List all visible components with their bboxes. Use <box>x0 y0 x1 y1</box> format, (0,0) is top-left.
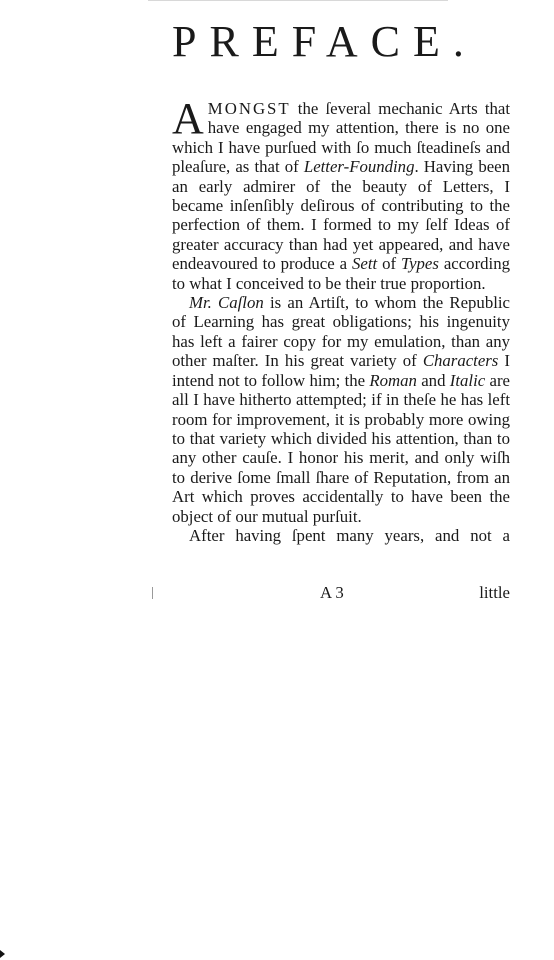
page-title: PREFACE. <box>172 17 477 66</box>
paragraph-3: After having ſpent many years, and not a <box>189 525 510 545</box>
drop-cap: A <box>172 94 204 143</box>
margin-tick-icon <box>146 583 158 599</box>
paragraph-2: Mr. Caſlon is an Artiſt, to whom the Republic of Learning has great obligations; his ingenuity has left a fairer copy for my emulation, than any other maſter. In his great variety of Characters I intend not to follow him; the Roman and Italic are all I have hitherto attempted; if in theſe he has left room for improvement, it is probably more owing to that variety which divided his attention, than to any other cauſe. I honor his merit, and only wiſh to derive ſome ſmall ſhare of Reputation, from an Art which proves accidentally to have been the object of our mutual purſuit. <box>172 293 510 526</box>
catchword: little <box>479 583 510 602</box>
page-footer <box>172 583 510 603</box>
paragraph-1: AMONGST the ſeveral mechanic Arts that have engaged my attention, there is no one which I have purſued with ſo much ſteadineſs and pleaſure, as that of Letter-Founding. Having been an early admirer of the beauty of Letters, I became inſenſibly deſirous of contributing to the perfection of them. I formed to my ſelf Ideas of greater accuracy than had yet appeared, and have endeavoured to produce a Sett of Types according to what I conceived to be their true proportion. <box>172 94 510 293</box>
preface-body <box>172 94 510 545</box>
top-edge-rule <box>148 0 448 1</box>
scroll-arrow-icon[interactable] <box>0 950 5 958</box>
signature-mark: A 3 <box>320 583 344 602</box>
opening-small-caps: MONGST <box>207 99 291 118</box>
